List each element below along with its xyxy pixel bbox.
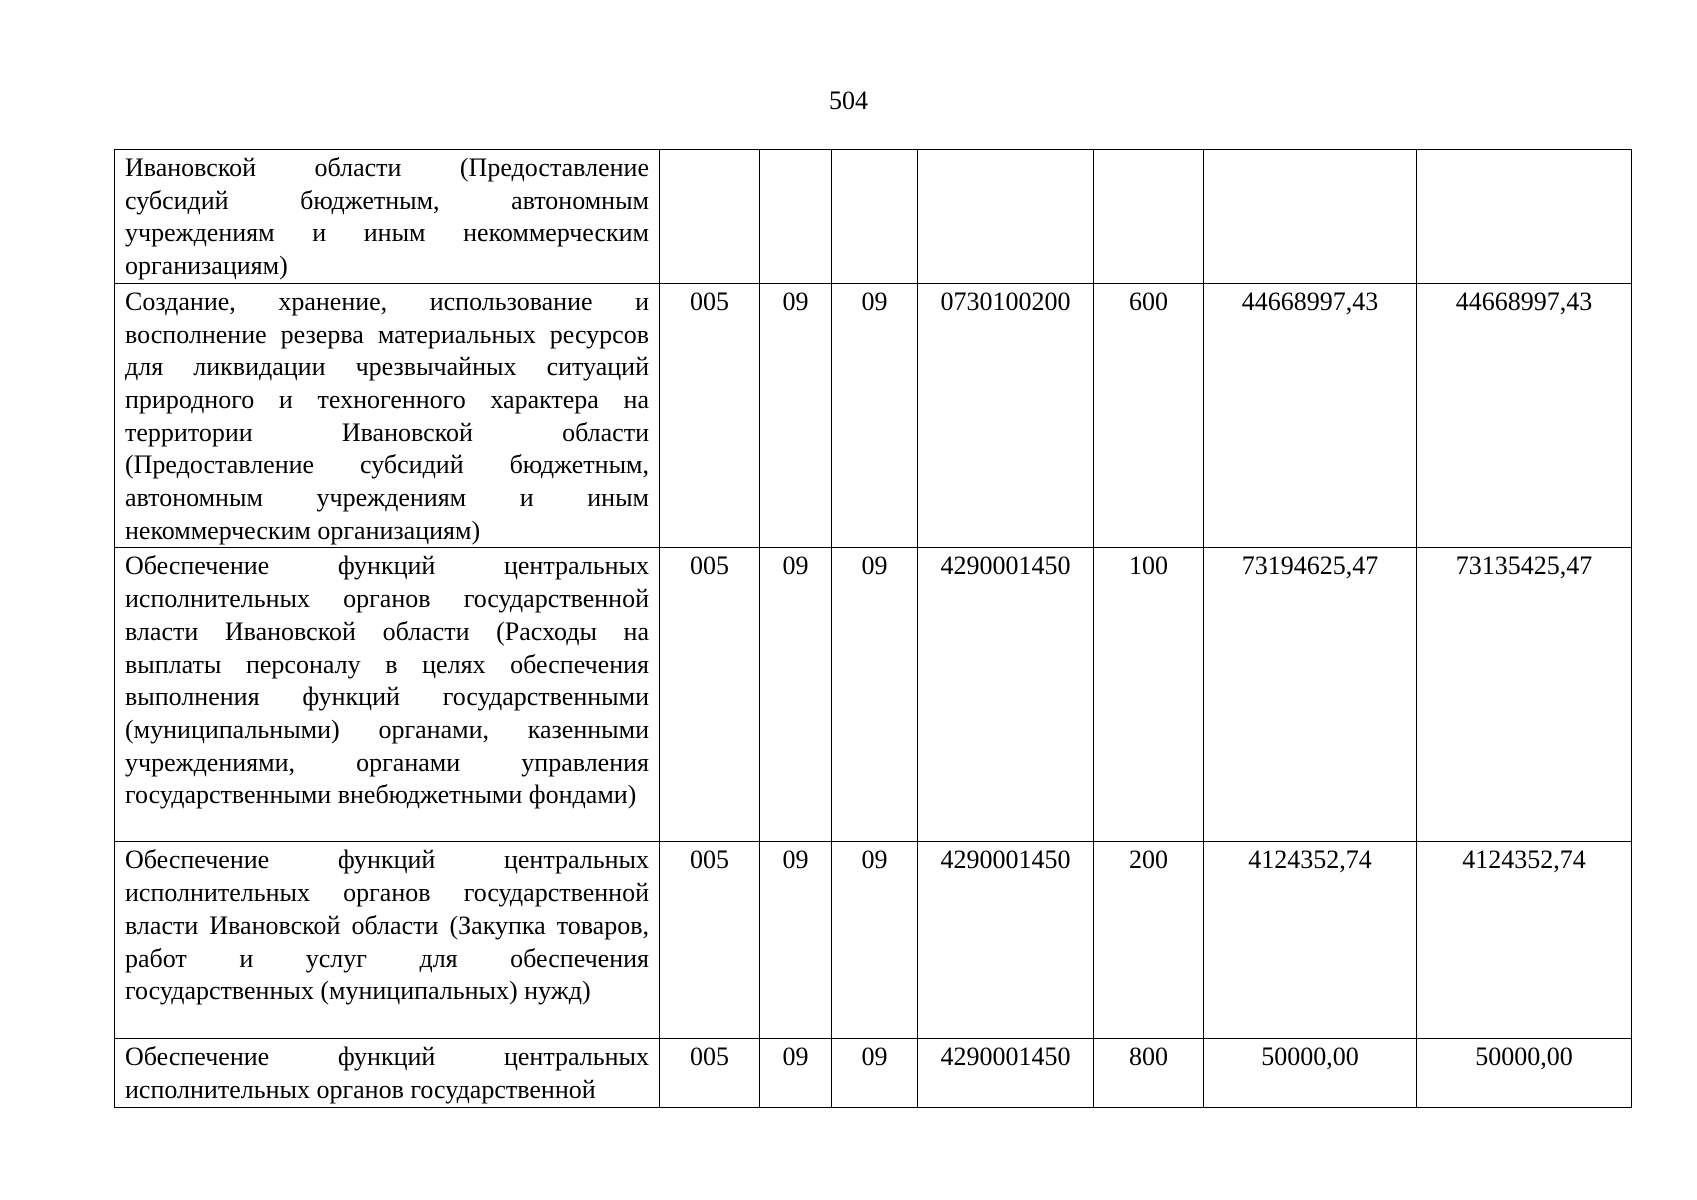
sum2-cell: 50000,00 [1417, 1039, 1632, 1107]
csr-cell: 4290001450 [918, 842, 1094, 1039]
table-row [115, 150, 1632, 284]
vr-cell: 800 [1094, 1039, 1204, 1107]
sum2-cell: 4124352,74 [1417, 842, 1632, 1039]
rz-cell: 09 [760, 283, 832, 548]
gr-cell: 005 [660, 283, 760, 548]
row-name-cell: Обеспечение функций центральных исполнительных органов государственной власти Ивановской области (Закупка товаров, работ и услуг для обеспечения государственных (муниципальных) нужд) [115, 842, 660, 1039]
sum1-cell: 50000,00 [1204, 1039, 1417, 1107]
sum1-cell: 4124352,74 [1204, 842, 1417, 1039]
sum1-cell [1204, 150, 1417, 284]
gr-cell [660, 150, 760, 284]
sum2-cell: 73135425,47 [1417, 548, 1632, 842]
row-name-cell: Ивановской области (Предоставление субсидий бюджетным, автономным учреждениям и иным некоммерческим организациям) [115, 150, 660, 284]
table-row [115, 842, 1632, 1039]
sum1-cell: 73194625,47 [1204, 548, 1417, 842]
rz-cell [760, 150, 832, 284]
gr-cell: 005 [660, 842, 760, 1039]
pr-cell: 09 [832, 1039, 918, 1107]
row-name-cell: Обеспечение функций центральных исполнительных органов государственной [115, 1039, 660, 1107]
csr-cell [918, 150, 1094, 284]
budget-table [114, 149, 1632, 1108]
page-number: 504 [829, 86, 868, 115]
gr-cell: 005 [660, 548, 760, 842]
sum2-cell: 44668997,43 [1417, 283, 1632, 548]
row-name-cell: Создание, хранение, использование и восполнение резерва материальных ресурсов для ликвидации чрезвычайных ситуаций природного и техногенного характера на территории Ивановской области (Предоставление субсидий бюджетным, автономным учреждениям и иным некоммерческим организациям) [115, 283, 660, 548]
pr-cell: 09 [832, 283, 918, 548]
row-name-cell: Обеспечение функций центральных исполнительных органов государственной власти Ивановской области (Расходы на выплаты персоналу в целях обеспечения выполнения функций государственными (муниципальными) органами, казенными учреждениями, органами управления государственными внебюджетными фондами) [115, 548, 660, 842]
table-row [115, 283, 1632, 548]
rz-cell: 09 [760, 842, 832, 1039]
vr-cell [1094, 150, 1204, 284]
gr-cell: 005 [660, 1039, 760, 1107]
vr-cell: 100 [1094, 548, 1204, 842]
sum2-cell [1417, 150, 1632, 284]
sum1-cell: 44668997,43 [1204, 283, 1417, 548]
pr-cell [832, 150, 918, 284]
pr-cell: 09 [832, 548, 918, 842]
pr-cell: 09 [832, 842, 918, 1039]
rz-cell: 09 [760, 1039, 832, 1107]
csr-cell: 4290001450 [918, 548, 1094, 842]
csr-cell: 0730100200 [918, 283, 1094, 548]
csr-cell: 4290001450 [918, 1039, 1094, 1107]
table-row [115, 1039, 1632, 1107]
vr-cell: 600 [1094, 283, 1204, 548]
rz-cell: 09 [760, 548, 832, 842]
table-row [115, 548, 1632, 842]
vr-cell: 200 [1094, 842, 1204, 1039]
